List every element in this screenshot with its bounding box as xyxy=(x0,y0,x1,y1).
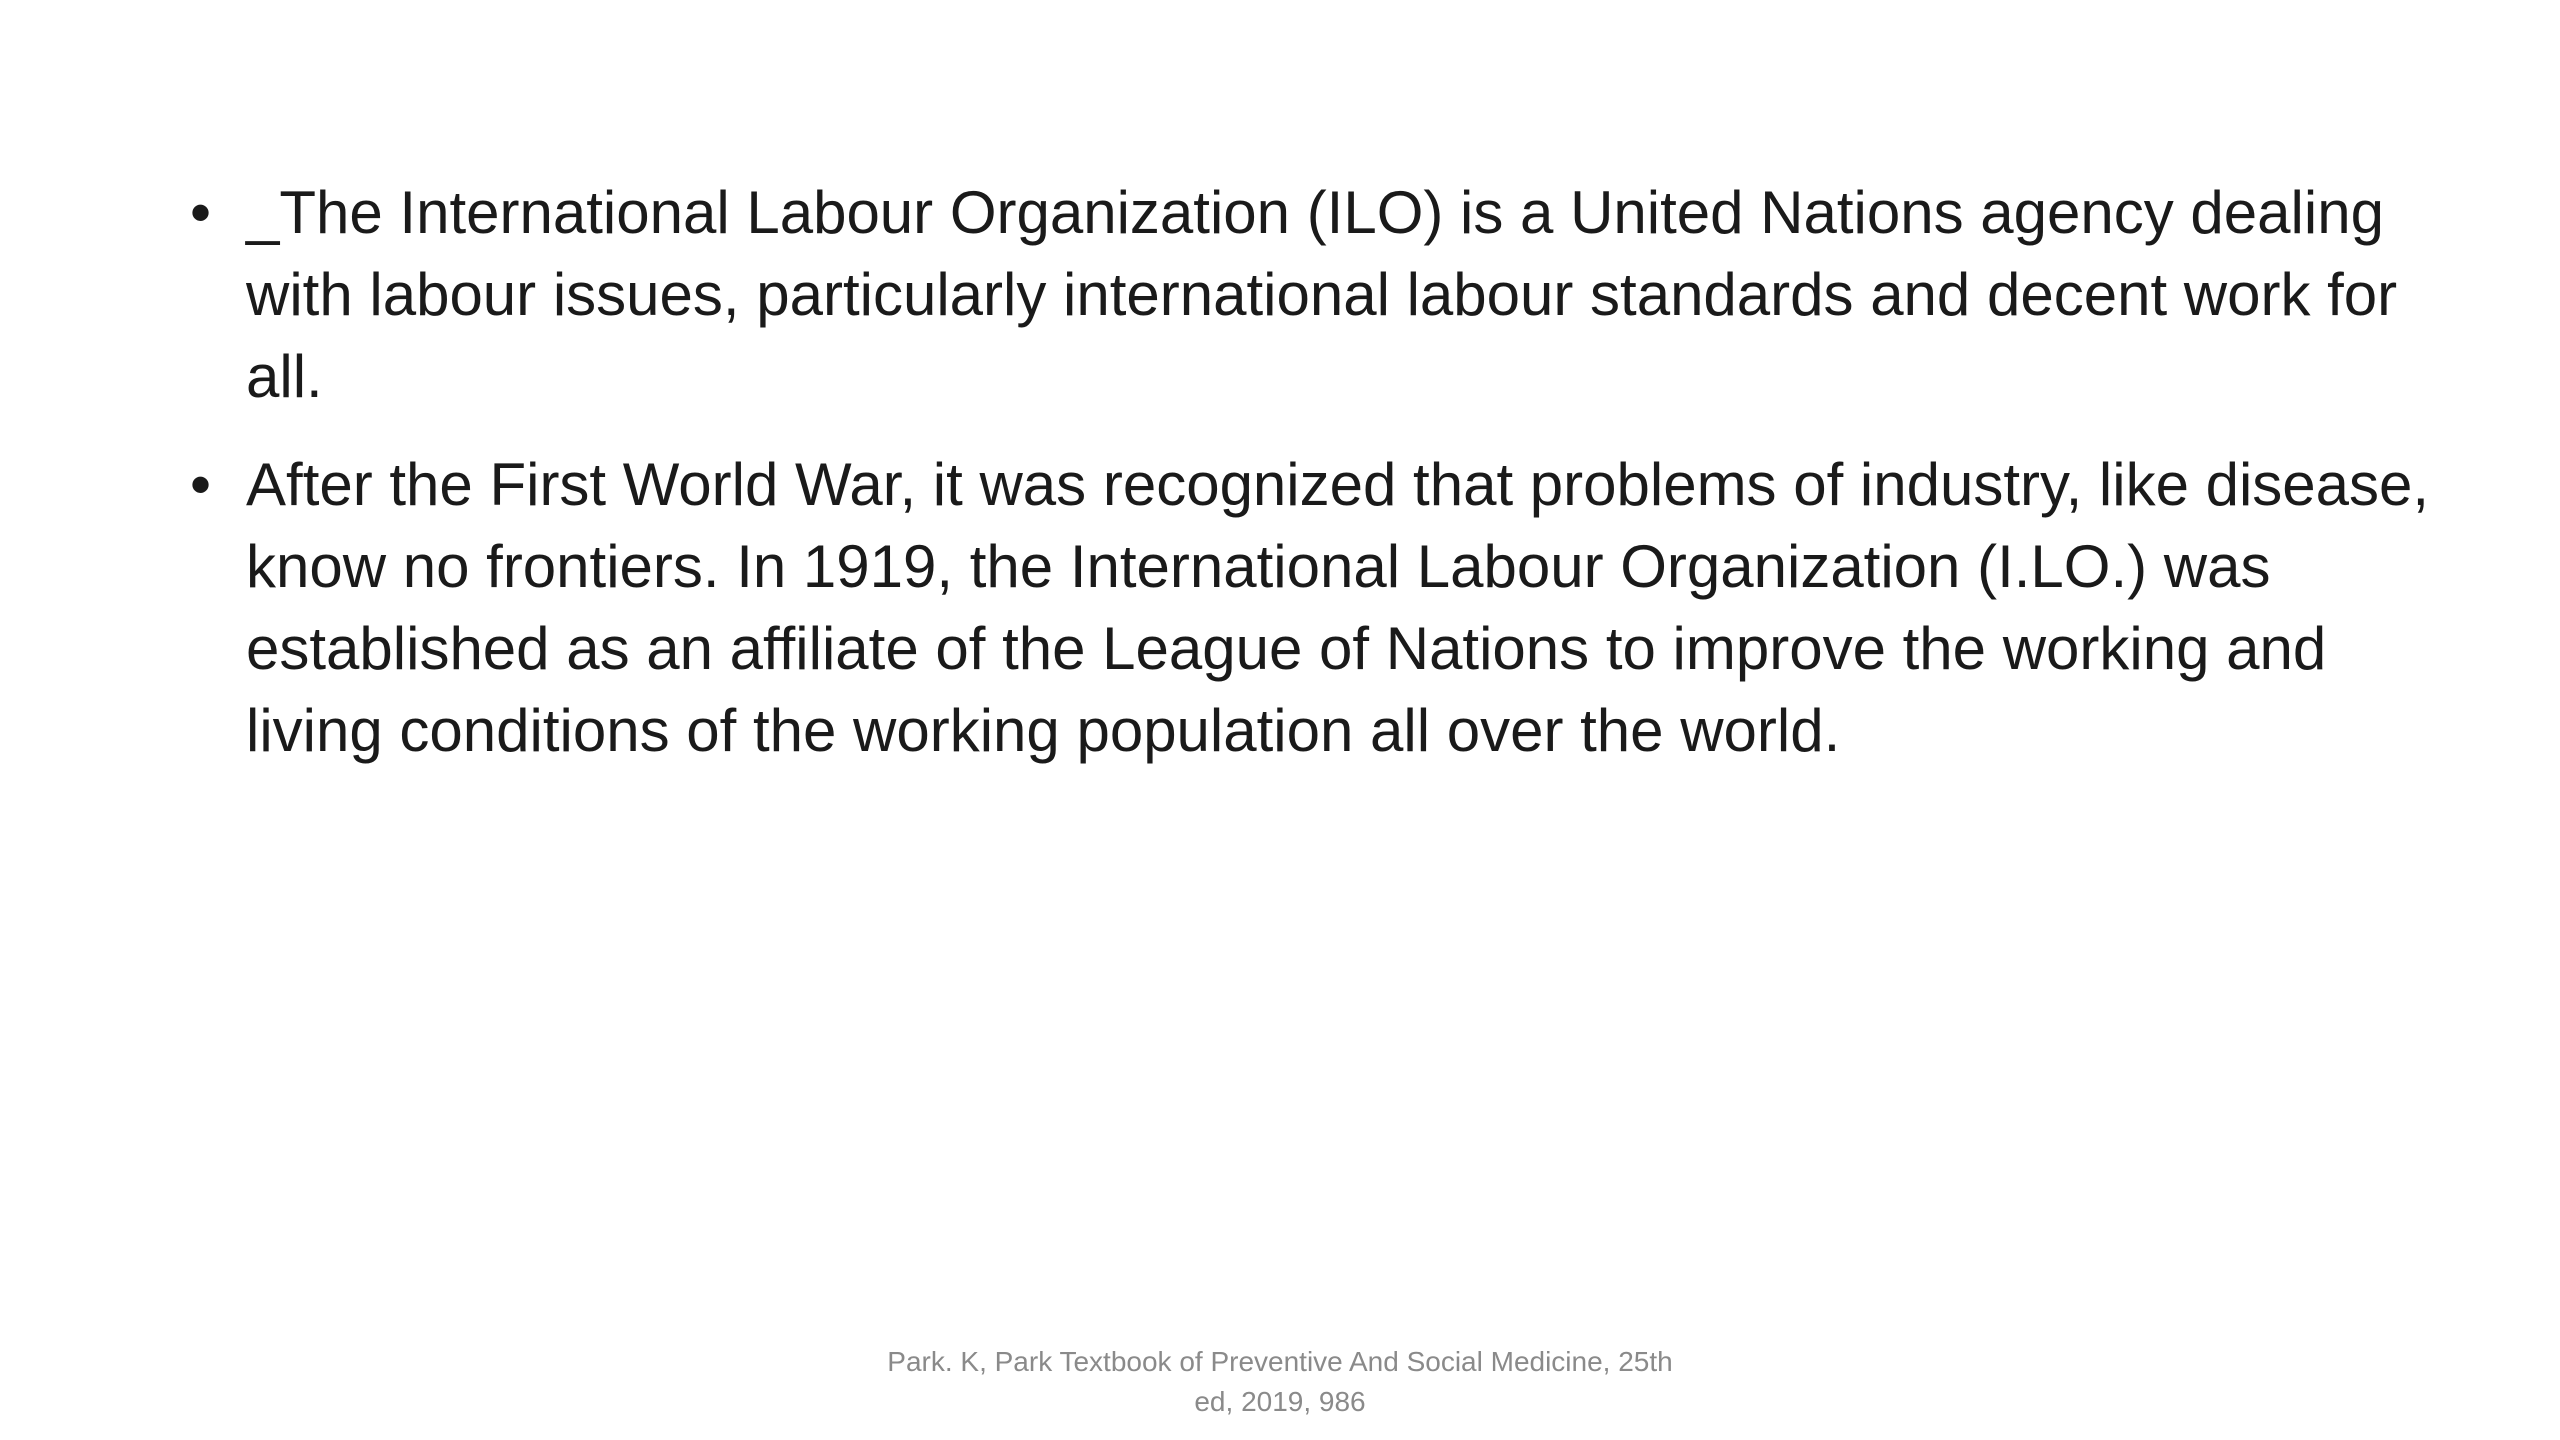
bullet-text: _The International Labour Organization (ILO) is a United Nations agency dealing with labour issues, particularly international labour standards and decent work for all. xyxy=(246,179,2398,410)
bullet-icon: • xyxy=(190,451,212,518)
bullet-item-ilo-definition xyxy=(190,172,2430,418)
bullet-icon: • xyxy=(190,179,212,246)
footer-line-2: ed, 2019, 986 xyxy=(1194,1386,1366,1417)
footer-line-1: Park. K, Park Textbook of Preventive And Social Medicine, 25th xyxy=(887,1346,1673,1377)
bullet-text: After the First World War, it was recognized that problems of industry, like disease, know no frontiers. In 1919, the International Labour Organization (I.LO.) was established as an affiliate of the League of Nations to improve the working and living conditions of the working population all over the world. xyxy=(246,451,2430,764)
bullet-list xyxy=(190,172,2430,798)
bullet-item-ilo-history xyxy=(190,444,2430,772)
footer-citation xyxy=(830,1342,1730,1422)
